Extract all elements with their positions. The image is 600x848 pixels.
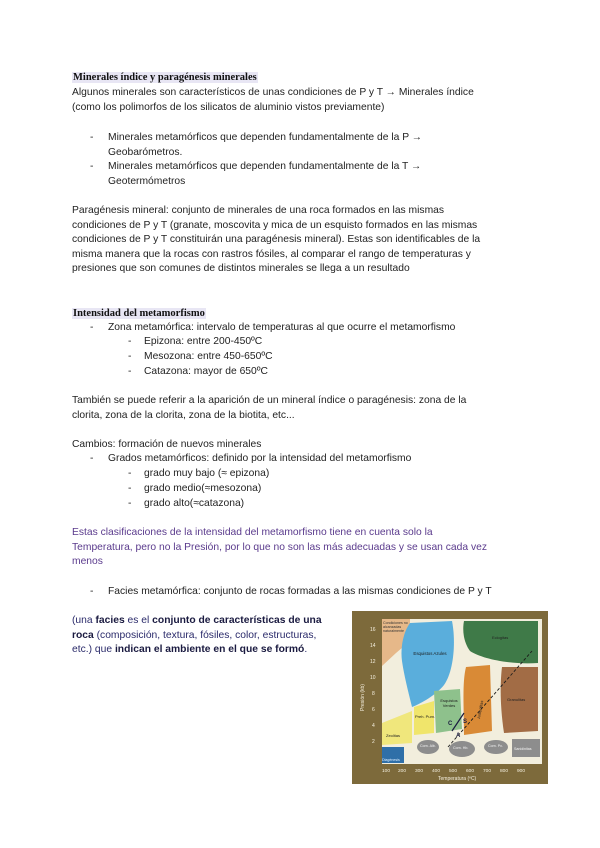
grados-text: Grados metamórficos: definido por la intensidad del metamorfismo (108, 453, 412, 464)
y-tick-label: 16 (370, 627, 376, 633)
facies-text: (composición, textura, fósiles, color, estructuras, (93, 629, 317, 641)
label-no-natural: Condiciones no alcanzadas naturalmente (383, 621, 408, 633)
indice-line: clorita, zona de la clorita, zona de la biotita, etc... (72, 409, 295, 421)
indice-paragraph (72, 394, 532, 423)
x-axis-title: Temperatura (ºC) (438, 776, 477, 782)
zona-text: Zona metamórfica: intervalo de temperaturas al que ocurre el metamorfismo (108, 322, 456, 333)
y-tick-label: 4 (372, 723, 375, 729)
y-tick-label: 2 (372, 739, 375, 745)
sub-item-text: Catazona: mayor de 650ºC (144, 366, 268, 377)
intro-paragraph (72, 86, 532, 115)
label-anfibolitas: Anfibolitas (476, 700, 485, 720)
facies-bold: conjunto de características de una (152, 615, 322, 626)
x-tick-label: 200 (398, 769, 407, 774)
x-tick-label: 400 (432, 769, 441, 774)
x-tick-label: 300 (415, 769, 424, 774)
paragenesis-line: Paragénesis mineral: conjunto de minerales de una roca formados en las mismas (72, 205, 445, 216)
y-tick-label: 14 (370, 643, 376, 649)
facies-text: . (304, 644, 308, 655)
y-tick-label: 12 (370, 659, 376, 665)
label-diagenesis: Diagénesis (382, 758, 400, 762)
x-tick-label: 900 (517, 769, 526, 774)
facies-diagram (352, 611, 548, 784)
bullet-line: Minerales metamórficos que dependen fundamentalmente de la P → (108, 132, 423, 143)
heading-intensidad: Intensidad del metamorfismo (73, 308, 205, 319)
y-tick-label: 10 (370, 675, 376, 681)
intro-line: (como los polimorfos de los silicatos de aluminio vistos previamente) (72, 101, 385, 113)
marker-c: C (448, 721, 453, 727)
bullet-line: Geotermómetros (108, 175, 186, 187)
sub-item-text: grado alto(≈catazona) (144, 498, 245, 509)
facies-definition (72, 614, 350, 658)
label-esquistos-verdes: Esquistos Verdes (440, 699, 458, 708)
x-tick-label: 100 (382, 769, 391, 774)
facies-bold: facies (95, 615, 125, 626)
x-tick-label: 600 (466, 769, 475, 774)
label-granulitas: Granulitas (507, 697, 526, 702)
label-prehnita: Preh. Pum. (415, 715, 435, 719)
cambios-line: Cambios: formación de nuevos minerales (72, 439, 262, 450)
x-tick-label: 700 (483, 769, 492, 774)
x-tick-label: 500 (449, 769, 458, 774)
facies-bold: roca (72, 629, 94, 641)
label-eclogitas: Eclogitas (492, 635, 509, 640)
intro-line: Algunos minerales son característicos de unas condiciones de P y T → Minerales índice (72, 87, 474, 98)
facies-text: es el (124, 615, 153, 626)
paragenesis-line: condiciones de P y T (granate, moscovita y mica de un esquisto formados en las mismas (72, 219, 478, 231)
heading-minerales-indice: Minerales índice y paragénesis minerales (73, 72, 257, 83)
label-esquistos-azules: Esquistos Azules (413, 651, 447, 656)
label-sanidinitas: Sanidinitas (514, 747, 532, 751)
indice-line: También se puede referir a la aparición de un mineral índice o paragénesis: zona de la (72, 395, 467, 406)
facies-text: etc.) que (72, 644, 115, 655)
sub-item-text: Mesozona: entre 450-650ºC (144, 351, 273, 362)
estas-paragraph (72, 526, 532, 570)
paragenesis-line: presiones que son comunes de distintos minerales se llega a un resultado (72, 263, 410, 274)
x-tick-label: 800 (500, 769, 509, 774)
marker-a: A (456, 733, 461, 739)
paragenesis-line: misma manera que la rocas con rastros fósiles, al comparar el rango de temperaturas y (72, 248, 471, 260)
label-corn-hb: Corn. Hb. (453, 746, 469, 750)
facies-diagram-svg (352, 611, 548, 784)
estas-line: menos (72, 556, 103, 567)
sub-item-text: grado muy bajo (≈ epizona) (144, 468, 270, 479)
facies-bullet-text: Facies metamórfica: conjunto de rocas formadas a las mismas condiciones de P y T (108, 586, 492, 597)
facies-bold: indican el ambiente en el que se formó (114, 644, 305, 655)
y-tick-label: 8 (372, 691, 375, 697)
sub-item-text: grado medio(≈mesozona) (144, 483, 262, 494)
region-anfibolitas (464, 665, 493, 735)
paragenesis-line: condiciones de P y T constituirán una paragénesis mineral). Estas son identificables de la (72, 234, 481, 245)
bullet-line: Minerales metamórficos que dependen fundamentalmente de la T → (108, 161, 422, 172)
label-corn-px: Corn. Px. (488, 744, 503, 748)
bullet-line: Geobarómetros. (108, 146, 183, 158)
y-axis-title: Presión (kb) (360, 684, 366, 711)
marker-s: S (463, 719, 468, 725)
label-zeolitas: Zeolitas (386, 733, 401, 738)
estas-line: Temperatura, pero no la Presión, por lo que no son las más adecuadas y se usan cada vez (72, 541, 487, 553)
label-corn-alb: Corn. Alb. (420, 744, 436, 748)
y-tick-label: 6 (372, 707, 375, 713)
sub-item-text: Epizona: entre 200-450ºC (144, 336, 263, 347)
facies-text: (una (72, 615, 96, 626)
paragenesis-paragraph (72, 204, 532, 277)
estas-line: Estas clasificaciones de la intensidad del metamorfismo tiene en cuenta solo la (72, 527, 433, 538)
